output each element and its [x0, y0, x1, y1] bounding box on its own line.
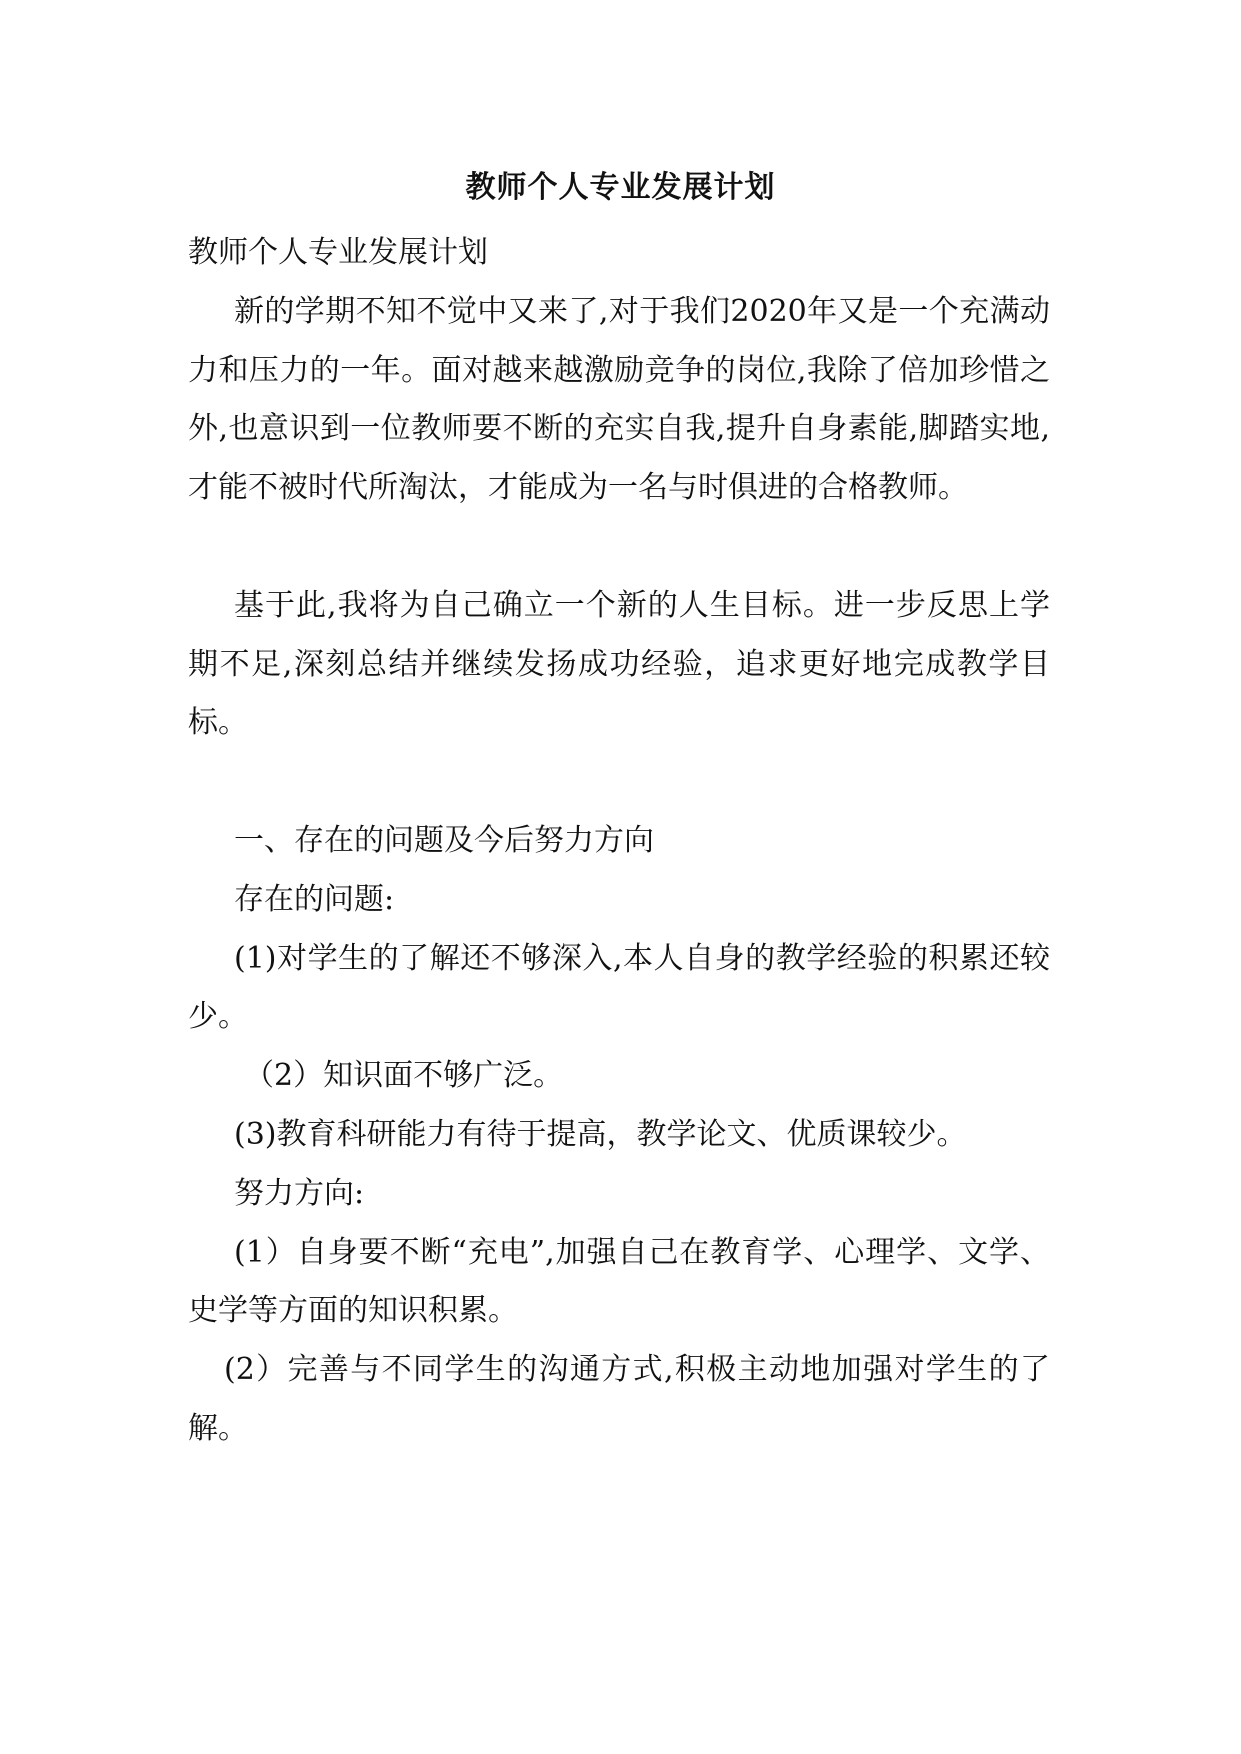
section-heading: 一、存在的问题及今后努力方向	[234, 822, 654, 858]
directions-label: 努力方向:	[234, 1175, 365, 1211]
problem-item-2: （2）知识面不够广泛。	[244, 1058, 564, 1094]
paragraph-spacer	[188, 753, 1050, 812]
document-subtitle: 教师个人专业发展计划	[188, 235, 488, 270]
paragraph-intro: 新的学期不知不觉中又来了,对于我们2020年又是一个充满动力和压力的一年。面对越来越激励竞争的岗位,我除了倍加珍惜之外,也意识到一位教师要不断的充实自我,提升自身素能,脚踏实地,才能不被时代所淘汰，才能成为一名与时俱进的合格教师。	[188, 293, 1050, 506]
direction-item-2: (2）完善与不同学生的沟通方式,积极主动地加强对学生的了解。	[188, 1352, 1050, 1446]
paragraph-spacer	[188, 518, 1050, 577]
document-body	[188, 224, 1050, 1459]
paragraph-goal: 基于此,我将为自己确立一个新的人生目标。进一步反思上学期不足,深刻总结并继续发扬成功经验，追求更好地完成教学目标。	[188, 587, 1050, 741]
direction-item-1: (1）自身要不断“充电”,加强自己在教育学、心理学、文学、史学等方面的知识积累。	[188, 1234, 1050, 1329]
problem-item-1: (1)对学生的了解还不够深入,本人自身的教学经验的积累还较少。	[188, 940, 1050, 1035]
problems-label: 存在的问题:	[234, 881, 395, 917]
document-title: 教师个人专业发展计划	[465, 170, 776, 205]
problem-item-3: (3)教育科研能力有待于提高，教学论文、优质课较少。	[234, 1116, 967, 1152]
